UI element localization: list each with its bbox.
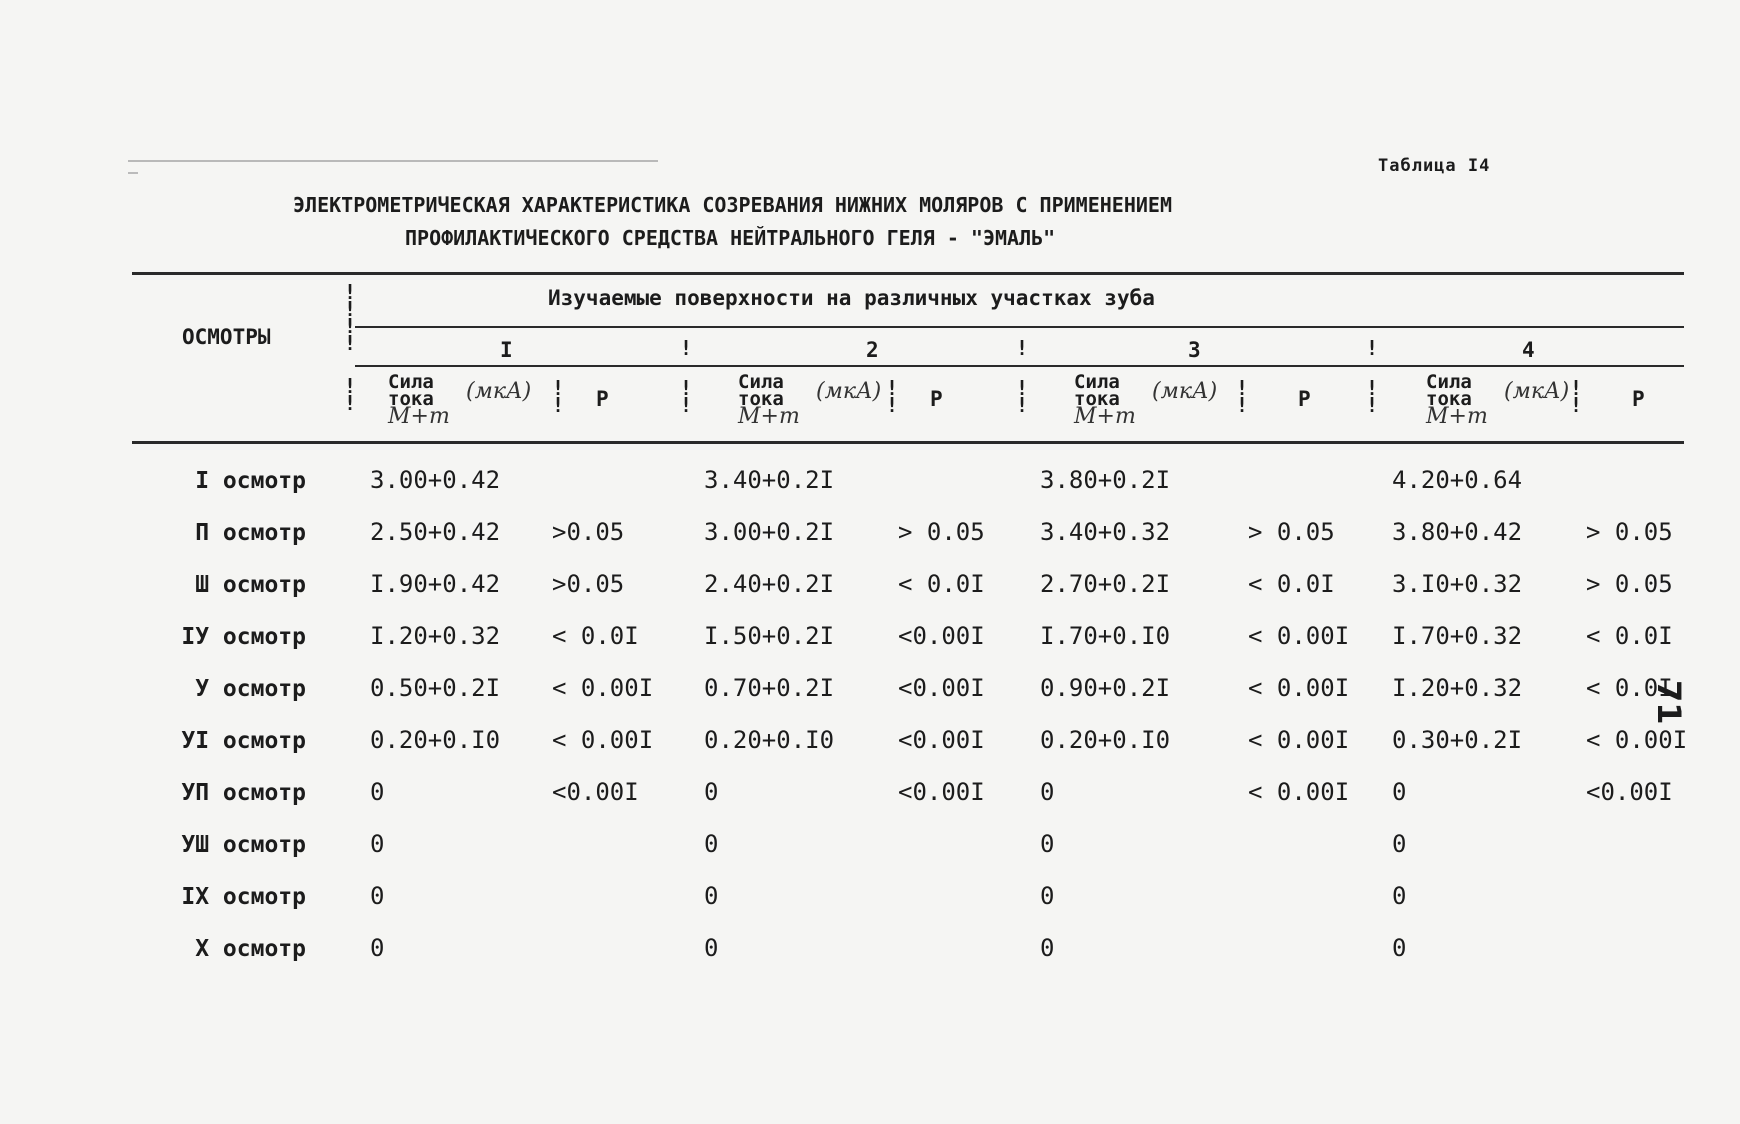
p-value-cell: > 0.05 [898, 518, 985, 546]
current-value-cell: 0 [1392, 830, 1407, 858]
current-value-cell: I.20+0.32 [1392, 674, 1523, 702]
section-header-1: I [500, 338, 513, 362]
table-title-line-1: ЭЛЕКТРОМЕТРИЧЕСКАЯ ХАРАКТЕРИСТИКА СОЗРЕВАНИЯ НИЖНИХ МОЛЯРОВ С ПРИМЕНЕНИЕМ [293, 193, 1172, 217]
unit-label: (мкА) [816, 379, 882, 404]
current-value-cell: I.70+0.I0 [1040, 622, 1171, 650]
current-value-cell: 3.I0+0.32 [1392, 570, 1523, 598]
p-value-cell: <0.00I [552, 778, 639, 806]
p-header-2: P [930, 387, 943, 411]
header-bottom-rule [132, 441, 1684, 444]
p-value-cell: < 0.00I [1248, 674, 1350, 702]
p-value-cell: < 0.00I [552, 726, 654, 754]
current-value-cell: 0 [1040, 778, 1055, 806]
current-value-cell: 2.70+0.2I [1040, 570, 1171, 598]
separator-mark: ! ! [344, 374, 357, 415]
scan-artifact-line [128, 160, 658, 168]
p-value-cell: <0.00I [1586, 778, 1673, 806]
p-value-cell: <0.00I [898, 778, 985, 806]
separator-mark: ! [680, 336, 693, 360]
p-value-cell: < 0.00I [1248, 778, 1350, 806]
separator-mark: ! ! [1570, 376, 1583, 417]
current-label: тока [1074, 388, 1120, 410]
exam-label: УI осмотр [181, 728, 306, 754]
p-header-4: P [1632, 387, 1645, 411]
current-value-cell: 0 [370, 882, 385, 910]
separator-mark: ! ! [680, 376, 693, 417]
current-value-cell: 0 [370, 830, 385, 858]
current-value-cell: 0.20+0.I0 [704, 726, 835, 754]
p-value-cell: < 0.00I [1248, 622, 1350, 650]
current-label: тока [388, 388, 434, 410]
current-value-cell: 0 [1392, 778, 1407, 806]
current-label: Сила [1426, 371, 1472, 393]
current-value-cell: 2.50+0.42 [370, 518, 501, 546]
separator-mark: ! ! [1236, 376, 1249, 417]
group-header-surfaces: Изучаемые поверхности на различных участках зуба [548, 286, 1155, 310]
current-value-cell: 0 [704, 778, 719, 806]
p-value-cell: < 0.00I [1586, 726, 1688, 754]
table-top-rule [132, 272, 1684, 275]
current-value-cell: 0 [1392, 882, 1407, 910]
exam-label: УШ осмотр [181, 832, 306, 858]
current-value-cell: 0 [704, 830, 719, 858]
p-value-cell: < 0.00I [1248, 726, 1350, 754]
current-value-cell: 4.20+0.64 [1392, 466, 1523, 494]
current-value-cell: 0 [704, 934, 719, 962]
current-label: тока [738, 388, 784, 410]
unit-label: (мкА) [1504, 379, 1570, 404]
current-value-cell: 0.50+0.2I [370, 674, 501, 702]
p-value-cell: < 0.0I [898, 570, 985, 598]
separator-mark: ! [1016, 336, 1029, 360]
current-value-cell: 0 [1040, 830, 1055, 858]
current-value-cell: 3.00+0.42 [370, 466, 501, 494]
current-value-cell: 0 [704, 882, 719, 910]
p-value-cell: < 0.0I [552, 622, 639, 650]
exam-label: УП осмотр [181, 780, 306, 806]
current-header-4 [1426, 371, 1570, 429]
current-value-cell: 3.80+0.42 [1392, 518, 1523, 546]
p-value-cell: < 0.00I [552, 674, 654, 702]
unit-label: (мкА) [466, 379, 532, 404]
current-value-cell: 0.90+0.2I [1040, 674, 1171, 702]
p-value-cell: > 0.05 [1248, 518, 1335, 546]
section-header-3: 3 [1188, 338, 1201, 362]
current-value-cell: 3.40+0.32 [1040, 518, 1171, 546]
mean-error-label: M+m [388, 404, 450, 429]
current-value-cell: 0 [1040, 882, 1055, 910]
p-value-cell: >0.05 [552, 518, 625, 546]
page-number: 71 [1650, 680, 1688, 725]
p-value-cell: <0.00I [898, 622, 985, 650]
current-value-cell: 0.20+0.I0 [1040, 726, 1171, 754]
current-value-cell: I.70+0.32 [1392, 622, 1523, 650]
p-value-cell: >0.05 [552, 570, 625, 598]
p-header-3: P [1298, 387, 1311, 411]
current-value-cell: 3.40+0.2I [704, 466, 835, 494]
current-header-3 [1074, 371, 1218, 429]
p-header-1: P [596, 387, 609, 411]
current-value-cell: 3.00+0.2I [704, 518, 835, 546]
header-divider-rule [355, 326, 1684, 328]
exam-label: У осмотр [195, 676, 306, 702]
subheader-divider-rule [355, 365, 1684, 367]
current-value-cell: 0 [370, 778, 385, 806]
current-value-cell: 0.20+0.I0 [370, 726, 501, 754]
p-value-cell: > 0.05 [1586, 518, 1673, 546]
separator-mark: ! [1366, 336, 1379, 360]
current-value-cell: 2.40+0.2I [704, 570, 835, 598]
current-value-cell: 0 [370, 934, 385, 962]
mean-error-label: M+m [1074, 404, 1136, 429]
exam-label: I осмотр [195, 468, 306, 494]
exam-label: Ш осмотр [195, 572, 306, 598]
separator-mark: ! ! [886, 376, 899, 417]
unit-label: (мкА) [1152, 379, 1218, 404]
p-value-cell: < 0.0I [1586, 622, 1673, 650]
table-title-line-2: ПРОФИЛАКТИЧЕСКОГО СРЕДСТВА НЕЙТРАЛЬНОГО ГЕЛЯ - "ЭМАЛЬ" [405, 226, 1056, 250]
p-value-cell: <0.00I [898, 726, 985, 754]
table-label: Таблица I4 [1378, 156, 1491, 176]
p-value-cell: < 0.0I [1248, 570, 1335, 598]
current-label: тока [1426, 388, 1472, 410]
current-value-cell: 3.80+0.2I [1040, 466, 1171, 494]
current-value-cell: I.20+0.32 [370, 622, 501, 650]
separator-mark: ! ! [1366, 376, 1379, 417]
current-value-cell: 0.70+0.2I [704, 674, 835, 702]
current-value-cell: 0.30+0.2I [1392, 726, 1523, 754]
current-label: Сила [1074, 371, 1120, 393]
section-header-4: 4 [1522, 338, 1535, 362]
exam-label: П осмотр [195, 520, 306, 546]
current-header-1 [388, 371, 532, 429]
separator-mark: ! ! [1016, 376, 1029, 417]
separator-mark: ! ! ! ! [344, 280, 357, 355]
p-value-cell: < 0.0I [1586, 674, 1673, 702]
mean-error-label: M+m [738, 404, 800, 429]
current-value-cell: I.50+0.2I [704, 622, 835, 650]
current-label: Сила [388, 371, 434, 393]
current-value-cell: I.90+0.42 [370, 570, 501, 598]
current-header-2 [738, 371, 882, 429]
exam-label: X осмотр [195, 936, 306, 962]
current-value-cell: 0 [1392, 934, 1407, 962]
p-value-cell: <0.00I [898, 674, 985, 702]
exam-label: IУ осмотр [181, 624, 306, 650]
current-value-cell: 0 [1040, 934, 1055, 962]
current-label: Сила [738, 371, 784, 393]
column-header-exams: ОСМОТРЫ [182, 325, 271, 349]
section-header-2: 2 [866, 338, 879, 362]
exam-label: IX осмотр [181, 884, 306, 910]
separator-mark: ! ! [552, 376, 565, 417]
p-value-cell: > 0.05 [1586, 570, 1673, 598]
mean-error-label: M+m [1426, 404, 1488, 429]
scan-artifact-dash [128, 172, 138, 174]
